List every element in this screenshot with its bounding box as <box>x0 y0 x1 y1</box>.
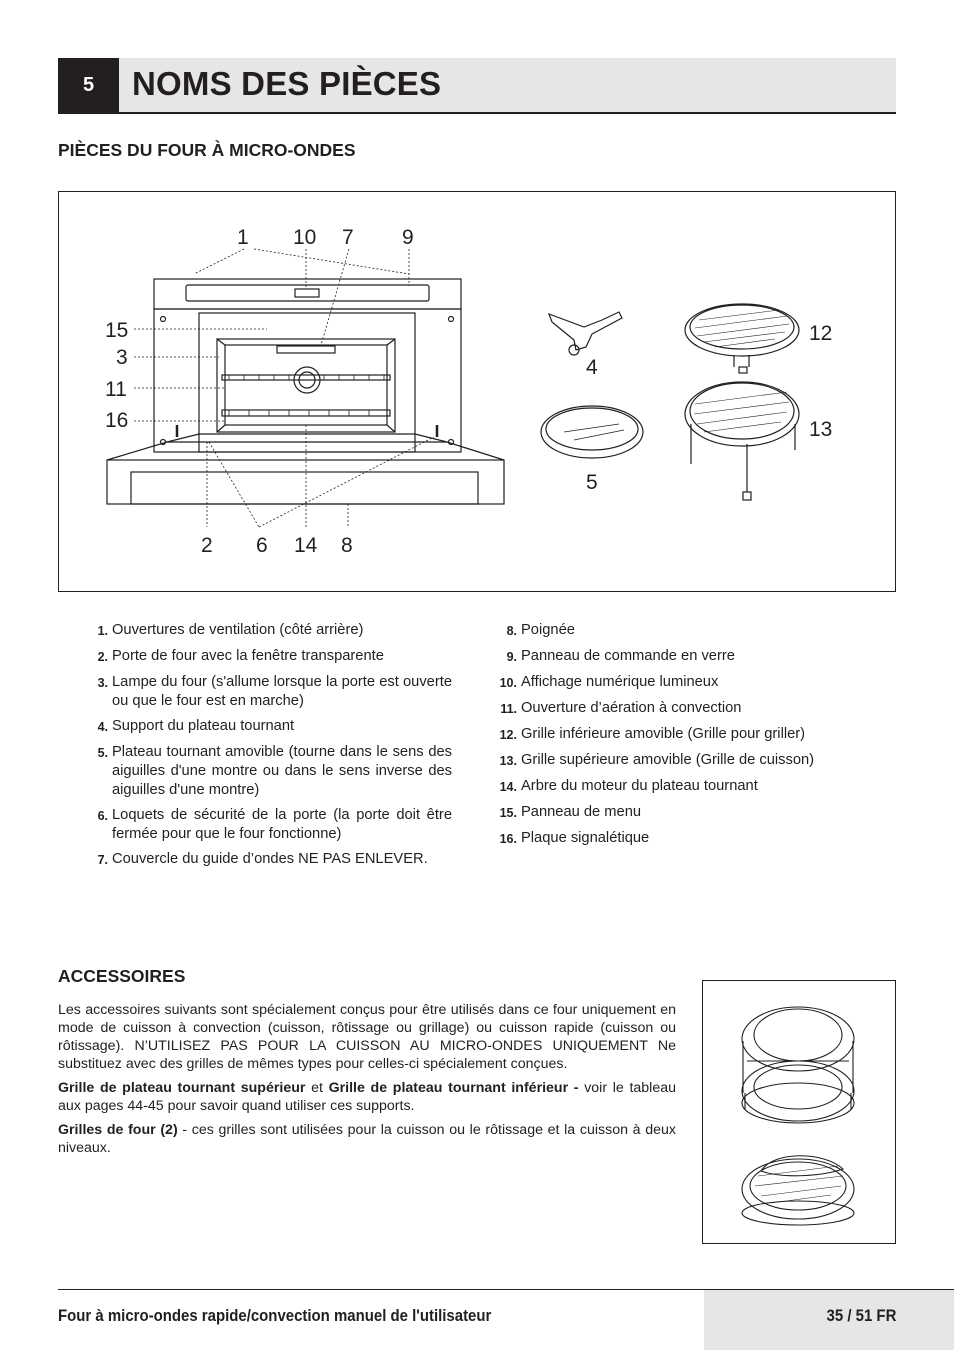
callout-10: 10 <box>293 226 317 249</box>
accessories-para-racks: Grille de plateau tournant supérieur et Grille de plateau tournant inférieur - voir le tableau aux pages 44-45 pour savoir quand utiliser ces supports. <box>58 1080 676 1114</box>
list-item: 14. Arbre du moteur du plateau tournant <box>499 778 758 794</box>
callout-4: 4 <box>586 356 598 379</box>
callout-7: 7 <box>342 226 354 249</box>
callout-13: 13 <box>809 418 833 441</box>
section-number: 5 <box>58 58 119 112</box>
callout-5: 5 <box>586 471 598 494</box>
list-item: 16. Plaque signalétique <box>499 830 650 846</box>
list-item: 11. Ouverture d’aération à convection <box>500 700 742 716</box>
callout-15: 15 <box>105 319 129 342</box>
callout-11: 11 <box>105 378 127 401</box>
list-item: 2. Porte de four avec la fenêtre transparente <box>97 648 384 664</box>
callout-9: 9 <box>402 226 414 249</box>
footer-title: Four à micro-ondes rapide/convection manuel de l'utilisateur <box>58 1306 492 1325</box>
parts-diagram <box>58 191 896 592</box>
list-item: 7. Couvercle du guide d’ondes NE PAS ENLEVER. <box>97 851 428 867</box>
parts-list-left <box>90 621 452 876</box>
list-item: 12. Grille inférieure amovible (Grille pour griller) <box>499 726 806 742</box>
list-item: 8. Poignée <box>506 622 575 638</box>
list-item: 10. Affichage numérique lumineux <box>499 674 719 690</box>
list-item: 3. Lampe du four (s'allume lorsque la porte est ouverte ou que le four est en marche) <box>97 674 452 709</box>
callout-1: 1 <box>237 226 249 249</box>
oven-illustration <box>59 192 897 593</box>
callout-2: 2 <box>201 534 213 557</box>
list-item: 4. Support du plateau tournant <box>97 718 295 734</box>
callout-14: 14 <box>294 534 318 557</box>
callout-12: 12 <box>809 322 833 345</box>
accessories-illustration <box>702 980 896 1244</box>
accessories-intro: Les accessoires suivants sont spécialement conçus pour être utilisés dans ce four uniquement en mode de cuisson à convection (cuisson, rôtissage ou grillage) ou cuisson rapide (cuisson ou rôtissage). N’UTILISEZ PAS POUR LA CUISSON AU MICRO-ONDES UNIQUEMENT Ne substituez avec des grilles de mêmes types pour celles-ci spécialement conçues. <box>58 1002 676 1072</box>
list-item: 5. Plateau tournant amovible (tourne dans le sens des aiguilles d'une montre ou dans le sens inverse des aiguilles d'une montre) <box>97 744 452 798</box>
parts-heading: PIÈCES DU FOUR À MICRO-ONDES <box>58 140 356 160</box>
list-item: 6. Loquets de sécurité de la porte (la porte doit être fermée pour que le four fonctionne) <box>97 807 452 842</box>
list-item: 9. Panneau de commande en verre <box>506 648 735 664</box>
callout-8: 8 <box>341 534 353 557</box>
accessories-figure <box>703 981 897 1245</box>
section-header <box>58 58 896 114</box>
accessories-para-oven-racks: Grilles de four (2) - ces grilles sont utilisées pour la cuisson ou le rôtissage et la cuisson à deux niveaux. <box>58 1122 676 1156</box>
callout-6: 6 <box>256 534 268 557</box>
list-item: 1. Ouvertures de ventilation (côté arrière) <box>97 622 364 638</box>
parts-list-right <box>493 621 873 855</box>
accessories-heading: ACCESSOIRES <box>58 966 186 986</box>
list-item: 15. Panneau de menu <box>499 804 642 820</box>
callout-16: 16 <box>105 409 129 432</box>
list-item: 13. Grille supérieure amovible (Grille de cuisson) <box>499 752 815 768</box>
page-number: 35 / 51 FR <box>826 1306 896 1325</box>
accessories-text <box>58 1001 676 1163</box>
page-title: NOMS DES PIÈCES <box>132 65 442 102</box>
callout-3: 3 <box>116 346 128 369</box>
